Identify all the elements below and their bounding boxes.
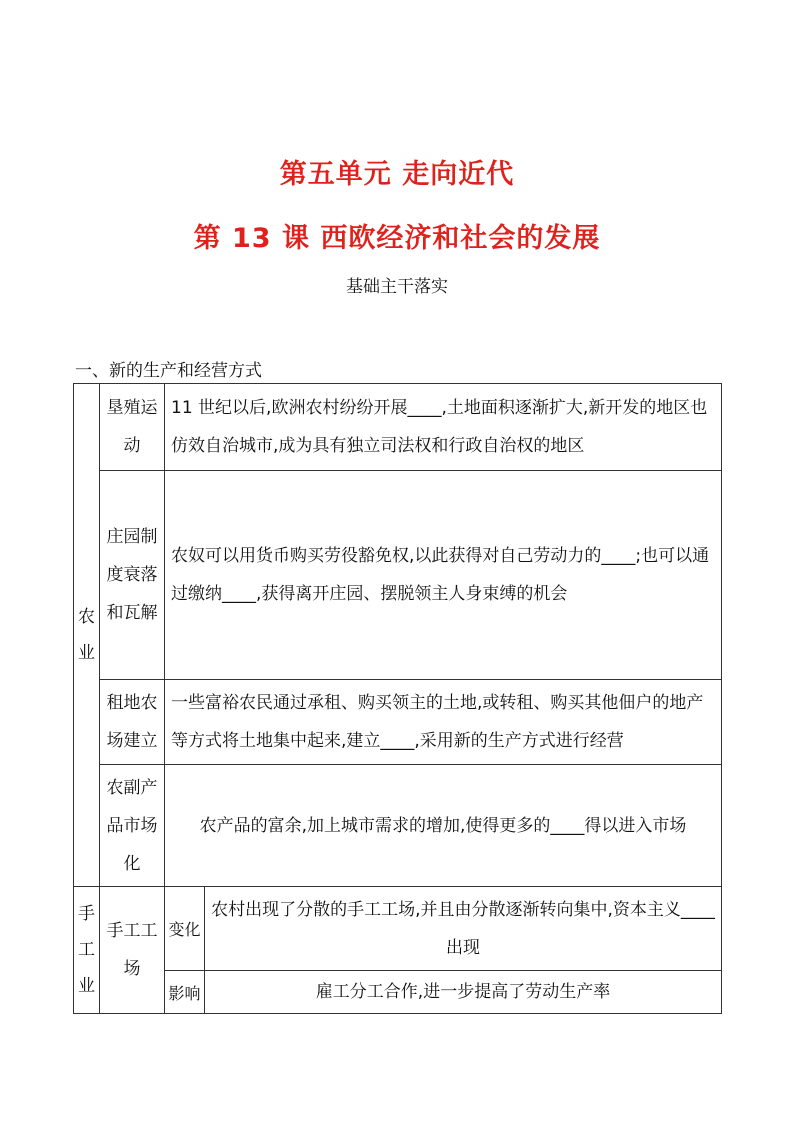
- row-text: 11 世纪以后,欧洲农村纷纷开展____,土地面积逐渐扩大,新开发的地区也仿效自治城市,成为具有独立司法权和行政自治权的地区: [165, 384, 722, 471]
- unit-title: 第五单元 走向近代: [279, 159, 515, 190]
- section-title: 一、新的生产和经营方式: [75, 361, 262, 381]
- row-text: 雇工分工合作,进一步提高了劳动生产率: [205, 971, 722, 1014]
- row-label: 变化: [165, 887, 205, 971]
- row-text: 一些富裕农民通过承租、购买领主的土地,或转租、购买其他佃户的地产等方式将土地集中起来,建立____,采用新的生产方式进行经营: [165, 680, 722, 765]
- row-label: 租地农场建立: [100, 680, 165, 765]
- table-row: [74, 971, 722, 1014]
- table-row: [74, 887, 722, 971]
- sub-category-workshop: 手工工场: [100, 887, 165, 1014]
- row-text: 农村出现了分散的手工工场,并且由分散逐渐转向集中,资本主义____出现: [205, 887, 722, 971]
- row-label: 农副产品市场化: [100, 765, 165, 887]
- table-row: [74, 471, 722, 680]
- row-label: 影响: [165, 971, 205, 1014]
- table-row: [74, 680, 722, 765]
- table-row: [74, 384, 722, 471]
- row-label: 庄园制度衰落和瓦解: [100, 471, 165, 680]
- lesson-title: 第 13 课 西欧经济和社会的发展: [193, 223, 601, 254]
- row-text: 农产品的富余,加上城市需求的增加,使得更多的____得以进入市场: [165, 765, 722, 887]
- category-agriculture: 农业: [74, 384, 100, 887]
- subtitle: 基础主干落实: [346, 277, 448, 297]
- category-handicraft: 手工业: [74, 887, 100, 1014]
- row-label: 垦殖运动: [100, 384, 165, 471]
- row-text: 农奴可以用货币购买劳役豁免权,以此获得对自己劳动力的____;也可以通过缴纳____,获得离开庄园、摆脱领主人身束缚的机会: [165, 471, 722, 680]
- table-row: [74, 765, 722, 887]
- production-table: [73, 383, 722, 1014]
